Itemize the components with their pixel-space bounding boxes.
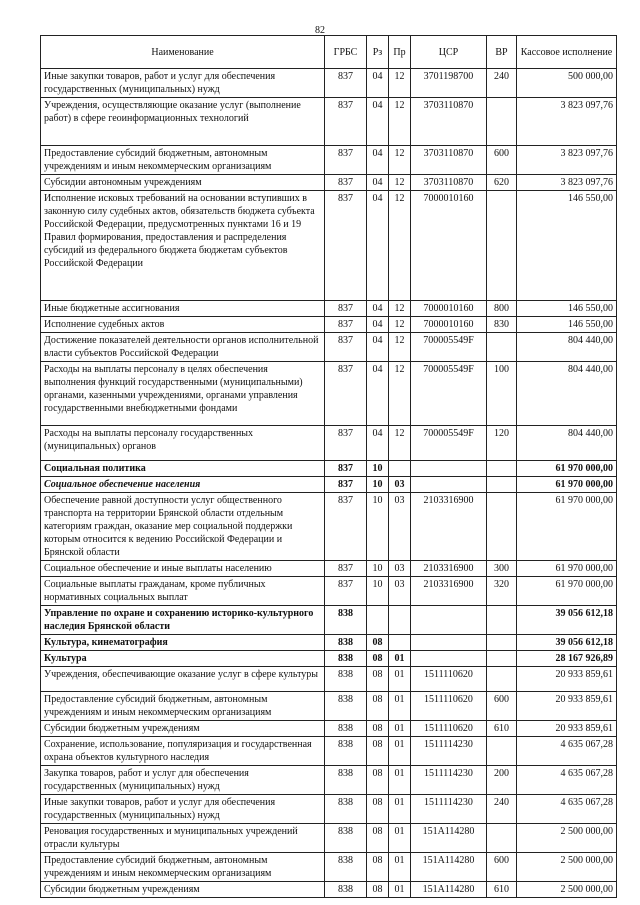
cell-rz: 08 [367,635,389,651]
cell-rz: 04 [367,426,389,461]
cell-pr: 12 [389,301,411,317]
cell-rz: 04 [367,362,389,426]
cell-rz: 08 [367,721,389,737]
cell-name: Социальная политика [41,461,325,477]
cell-amount: 146 550,00 [517,301,617,317]
cell-rz: 04 [367,191,389,301]
cell-name: Предоставление субсидий бюджетным, автономным учреждениям и иным некоммерческим организациям [41,146,325,175]
cell-csr: 1511110620 [411,721,487,737]
table-row [41,882,617,898]
cell-pr: 01 [389,737,411,766]
cell-rz: 04 [367,317,389,333]
cell-pr: 01 [389,651,411,667]
cell-name: Предоставление субсидий бюджетным, автономным учреждениям и иным некоммерческим организациям [41,692,325,721]
cell-pr: 12 [389,146,411,175]
cell-pr: 12 [389,426,411,461]
cell-grbs: 837 [325,191,367,301]
cell-amount: 2 500 000,00 [517,853,617,882]
cell-csr: 151A114280 [411,853,487,882]
cell-grbs: 838 [325,606,367,635]
cell-amount: 61 970 000,00 [517,461,617,477]
cell-grbs: 837 [325,362,367,426]
cell-csr [411,606,487,635]
table-row [41,692,617,721]
table-row [41,426,617,461]
cell-name: Социальные выплаты гражданам, кроме публичных нормативных социальных выплат [41,577,325,606]
cell-rz: 04 [367,69,389,98]
cell-vr: 200 [487,766,517,795]
cell-vr: 620 [487,175,517,191]
cell-amount: 3 823 097,76 [517,146,617,175]
table-row [41,853,617,882]
cell-rz: 08 [367,766,389,795]
cell-name: Иные закупки товаров, работ и услуг для обеспечения государственных (муниципальных) нужд [41,795,325,824]
cell-vr [487,606,517,635]
cell-rz: 08 [367,853,389,882]
cell-rz: 04 [367,333,389,362]
cell-grbs: 838 [325,737,367,766]
cell-rz: 10 [367,561,389,577]
cell-csr: 3703110870 [411,175,487,191]
cell-name: Достижение показателей деятельности органов исполнительной власти субъектов Российской Федерации [41,333,325,362]
cell-grbs: 837 [325,98,367,146]
cell-grbs: 837 [325,146,367,175]
cell-amount: 3 823 097,76 [517,98,617,146]
cell-vr: 830 [487,317,517,333]
cell-vr [487,737,517,766]
cell-rz: 08 [367,692,389,721]
cell-csr: 1511110620 [411,692,487,721]
cell-rz: 10 [367,461,389,477]
cell-csr: 7000010160 [411,191,487,301]
column-header-csr: ЦСР [411,36,487,69]
cell-pr: 01 [389,667,411,692]
cell-pr [389,461,411,477]
cell-amount: 61 970 000,00 [517,477,617,493]
cell-rz: 10 [367,493,389,561]
cell-name: Расходы на выплаты персоналу в целях обеспечения выполнения функций государственными (муниципальными) органами, казенными учреждениями, органами управления государственными внебюджетными фондами [41,362,325,426]
column-header-name: Наименование [41,36,325,69]
cell-amount: 3 823 097,76 [517,175,617,191]
cell-name: Расходы на выплаты персоналу государственных (муниципальных) органов [41,426,325,461]
cell-csr: 7000010160 [411,317,487,333]
cell-amount: 804 440,00 [517,333,617,362]
cell-amount: 146 550,00 [517,191,617,301]
cell-rz [367,606,389,635]
cell-grbs: 838 [325,635,367,651]
cell-amount: 4 635 067,28 [517,795,617,824]
cell-grbs: 838 [325,824,367,853]
cell-csr: 1511110620 [411,667,487,692]
cell-pr: 12 [389,362,411,426]
cell-csr: 700005549F [411,333,487,362]
cell-vr [487,824,517,853]
cell-csr [411,477,487,493]
cell-rz: 04 [367,301,389,317]
table-row [41,477,617,493]
cell-csr: 2103316900 [411,493,487,561]
cell-vr: 240 [487,69,517,98]
cell-pr: 01 [389,766,411,795]
cell-pr: 12 [389,175,411,191]
cell-pr: 03 [389,477,411,493]
cell-csr: 1511114230 [411,766,487,795]
cell-rz: 08 [367,651,389,667]
cell-rz: 04 [367,98,389,146]
table-row [41,461,617,477]
table-row [41,737,617,766]
cell-vr [487,333,517,362]
cell-name: Социальное обеспечение и иные выплаты населению [41,561,325,577]
cell-vr: 610 [487,721,517,737]
cell-csr: 2103316900 [411,577,487,606]
cell-pr [389,635,411,651]
cell-csr: 2103316900 [411,561,487,577]
cell-csr: 3701198700 [411,69,487,98]
cell-pr [389,606,411,635]
cell-name: Культура [41,651,325,667]
cell-csr: 3703110870 [411,146,487,175]
table-row [41,635,617,651]
cell-grbs: 837 [325,561,367,577]
cell-rz: 08 [367,882,389,898]
cell-vr: 300 [487,561,517,577]
column-header-rz: Рз [367,36,389,69]
cell-csr: 151A114280 [411,882,487,898]
cell-pr: 01 [389,882,411,898]
cell-grbs: 838 [325,853,367,882]
cell-rz: 08 [367,795,389,824]
cell-csr [411,651,487,667]
table-row [41,651,617,667]
table-row [41,824,617,853]
cell-amount: 4 635 067,28 [517,766,617,795]
table-row [41,766,617,795]
cell-name: Иные закупки товаров, работ и услуг для обеспечения государственных (муниципальных) нужд [41,69,325,98]
table-row [41,146,617,175]
cell-grbs: 837 [325,426,367,461]
cell-csr: 151A114280 [411,824,487,853]
table-row [41,667,617,692]
cell-grbs: 837 [325,333,367,362]
cell-pr: 12 [389,333,411,362]
cell-vr [487,98,517,146]
cell-pr: 01 [389,692,411,721]
cell-rz: 04 [367,146,389,175]
cell-rz: 08 [367,667,389,692]
cell-vr [487,651,517,667]
cell-amount: 146 550,00 [517,317,617,333]
table-row [41,721,617,737]
cell-amount: 61 970 000,00 [517,493,617,561]
cell-pr: 12 [389,317,411,333]
cell-vr: 100 [487,362,517,426]
cell-grbs: 838 [325,721,367,737]
cell-name: Субсидии бюджетным учреждениям [41,882,325,898]
table-row [41,175,617,191]
cell-vr [487,635,517,651]
cell-amount: 61 970 000,00 [517,561,617,577]
cell-name: Закупка товаров, работ и услуг для обеспечения государственных (муниципальных) нужд [41,766,325,795]
cell-grbs: 837 [325,175,367,191]
cell-name: Исполнение исковых требований на основании вступивших в законную силу судебных актов, обязательств бюджета субъекта Российской Федерации, предусмотренных пунктами 16 и 19 Правил формирования, предоставления и распределения субсидий из федерального бюджета бюджетам субъектов Российской Федерации [41,191,325,301]
cell-pr: 01 [389,853,411,882]
cell-grbs: 838 [325,766,367,795]
budget-table [40,35,617,898]
cell-amount: 61 970 000,00 [517,577,617,606]
cell-name: Учреждения, осуществляющие оказание услуг (выполнение работ) в сфере геоинформационных технологий [41,98,325,146]
cell-csr [411,635,487,651]
cell-name: Учреждения, обеспечивающие оказание услуг в сфере культуры [41,667,325,692]
cell-name: Обеспечение равной доступности услуг общественного транспорта на территории Брянской области отдельным категориям граждан, оказание мер социальной поддержки которым относится к ведению Российской Федерации и Брянской области [41,493,325,561]
table-row [41,606,617,635]
cell-rz: 10 [367,577,389,606]
table-row [41,493,617,561]
cell-rz: 10 [367,477,389,493]
cell-vr: 610 [487,882,517,898]
cell-csr: 1511114230 [411,737,487,766]
cell-csr: 7000010160 [411,301,487,317]
cell-grbs: 838 [325,667,367,692]
cell-amount: 28 167 926,89 [517,651,617,667]
cell-vr [487,461,517,477]
table-row [41,795,617,824]
cell-vr [487,191,517,301]
cell-name: Иные бюджетные ассигнования [41,301,325,317]
table-row [41,98,617,146]
cell-grbs: 837 [325,493,367,561]
cell-pr: 01 [389,824,411,853]
cell-grbs: 838 [325,882,367,898]
cell-vr [487,667,517,692]
cell-csr: 700005549F [411,362,487,426]
table-row [41,561,617,577]
cell-csr: 1511114230 [411,795,487,824]
cell-grbs: 837 [325,461,367,477]
cell-vr: 240 [487,795,517,824]
cell-csr [411,461,487,477]
cell-rz: 04 [367,175,389,191]
table-row [41,577,617,606]
cell-amount: 804 440,00 [517,362,617,426]
cell-pr: 01 [389,721,411,737]
cell-csr: 3703110870 [411,98,487,146]
cell-vr: 800 [487,301,517,317]
cell-amount: 500 000,00 [517,69,617,98]
cell-amount: 2 500 000,00 [517,824,617,853]
table-row [41,301,617,317]
cell-amount: 20 933 859,61 [517,667,617,692]
table-row [41,317,617,333]
page-number: 82 [315,25,325,36]
cell-amount: 4 635 067,28 [517,737,617,766]
cell-name: Культура, кинематография [41,635,325,651]
column-header-amount: Кассовое исполнение [517,36,617,69]
cell-vr [487,493,517,561]
cell-name: Исполнение судебных актов [41,317,325,333]
cell-grbs: 838 [325,651,367,667]
cell-name: Субсидии автономным учреждениям [41,175,325,191]
cell-grbs: 838 [325,692,367,721]
cell-vr: 600 [487,853,517,882]
column-header-pr: Пр [389,36,411,69]
table-row [41,191,617,301]
cell-name: Сохранение, использование, популяризация и государственная охрана объектов культурного наследия [41,737,325,766]
column-header-vr: ВР [487,36,517,69]
cell-amount: 2 500 000,00 [517,882,617,898]
cell-amount: 804 440,00 [517,426,617,461]
table-row [41,69,617,98]
cell-rz: 08 [367,737,389,766]
cell-grbs: 837 [325,317,367,333]
cell-name: Реновация государственных и муниципальных учреждений отрасли культуры [41,824,325,853]
cell-vr: 120 [487,426,517,461]
cell-name: Предоставление субсидий бюджетным, автономным учреждениям и иным некоммерческим организациям [41,853,325,882]
cell-grbs: 837 [325,577,367,606]
cell-pr: 12 [389,69,411,98]
cell-grbs: 837 [325,69,367,98]
cell-grbs: 837 [325,301,367,317]
cell-name: Социальное обеспечение населения [41,477,325,493]
cell-pr: 12 [389,191,411,301]
table-row [41,362,617,426]
cell-pr: 03 [389,493,411,561]
column-header-grbs: ГРБС [325,36,367,69]
cell-vr: 600 [487,692,517,721]
table-row [41,333,617,362]
cell-name: Управление по охране и сохранению историко-культурного наследия Брянской области [41,606,325,635]
cell-amount: 20 933 859,61 [517,721,617,737]
cell-vr: 320 [487,577,517,606]
cell-amount: 20 933 859,61 [517,692,617,721]
cell-pr: 03 [389,561,411,577]
cell-pr: 03 [389,577,411,606]
cell-vr: 600 [487,146,517,175]
cell-amount: 39 056 612,18 [517,635,617,651]
cell-name: Субсидии бюджетным учреждениям [41,721,325,737]
cell-amount: 39 056 612,18 [517,606,617,635]
cell-rz: 08 [367,824,389,853]
cell-grbs: 838 [325,795,367,824]
cell-pr: 01 [389,795,411,824]
cell-grbs: 837 [325,477,367,493]
cell-csr: 700005549F [411,426,487,461]
cell-pr: 12 [389,98,411,146]
table-header-row [41,36,617,69]
cell-vr [487,477,517,493]
